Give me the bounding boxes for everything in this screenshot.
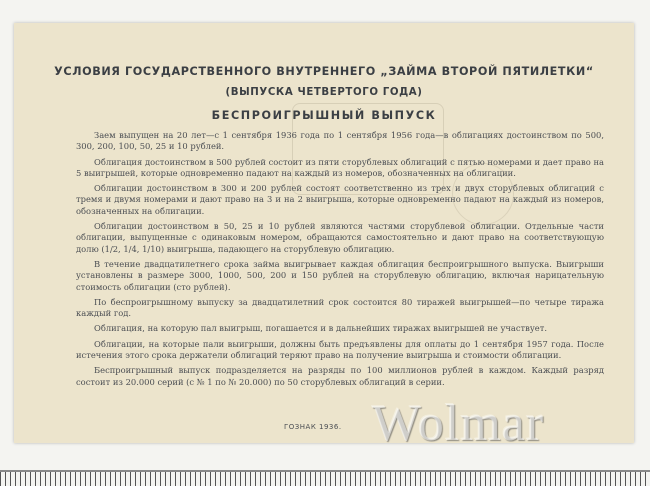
terms-paragraph: Облигации, на которые пали выигрыши, должны быть предъявлены для оплаты до 1 сентября 1957 года. После истечения этого срока держатели облигаций теряют право на получение выигрыша и стоимости облигации. xyxy=(76,338,604,361)
document-title: УСЛОВИЯ ГОСУДАРСТВЕННОГО ВНУТРЕННЕГО „ЗАЙМА ВТОРОЙ ПЯТИЛЕТКИ“ xyxy=(54,65,594,78)
watermark-logo: Wolmar xyxy=(372,395,545,452)
terms-paragraph: В течение двадцатилетнего срока займа выигрывает каждая облигация беспроигрышного выпуска. Выигрыши установлены в размере 3000, 1000, 500, 200 и 150 рублей на сторублевую облигацию, включая нарицательную стоимость облигации (сто рублей). xyxy=(76,258,604,292)
document-subtitle: (ВЫПУСКА ЧЕТВЕРТОГО ГОДА) xyxy=(225,87,423,98)
terms-paragraph: Облигации достоинством в 50, 25 и 10 рублей являются частями сторублевой облигации. Отдельные части облигации, выпущенные с одинаковым номером, обращаются самостоятельно и дают право на соответствующую долю (1/2, 1/4, 1/10) выигрыша, падающего на сторублевую облигацию. xyxy=(76,221,604,254)
measurement-ruler xyxy=(0,472,650,486)
terms-paragraph: Облигации достоинством в 300 и 200 рублей состоят соответственно из трех и двух сторублевых облигаций с тремя и двумя номерами и дают право на 3 и на 2 выигрыша, которые одновременно падают на каждый из номеров, обозначенных на облигации. xyxy=(76,183,604,216)
terms-paragraph: Заем выпущен на 20 лет—с 1 сентября 1936 года по 1 сентября 1956 года—в облигациях достоинством по 500, 300, 200, 100, 50, 25 и 10 рублей. xyxy=(76,130,604,152)
terms-body xyxy=(76,130,604,392)
terms-paragraph: Беспроигрышный выпуск подразделяется на разряды по 100 миллионов рублей в каждом. Каждый разряд состоит из 20.000 серий (с № 1 по № 20.000) по 50 сторублевых облигаций в серии. xyxy=(76,365,604,387)
terms-paragraph: По беспроигрышному выпуску за двадцатилетний срок состоится 80 тиражей выигрышей—по четыре тиража каждый год. xyxy=(76,296,604,319)
printer-imprint: ГОЗНАК 1936. xyxy=(284,423,342,431)
bond-reverse-sheet xyxy=(14,23,634,443)
terms-paragraph: Облигация, на которую пал выигрыш, погашается и в дальнейших тиражах выигрышей не участвует. xyxy=(94,323,547,334)
terms-paragraph: Облигация достоинством в 500 рублей состоит из пяти сторублевых облигаций с пятью номерами и дает право на 5 выигрышей, которые одновременно падают на каждый из номеров, обозначенных на облигации. xyxy=(76,156,604,178)
issue-heading: БЕСПРОИГРЫШНЫЙ ВЫПУСК xyxy=(211,109,437,122)
